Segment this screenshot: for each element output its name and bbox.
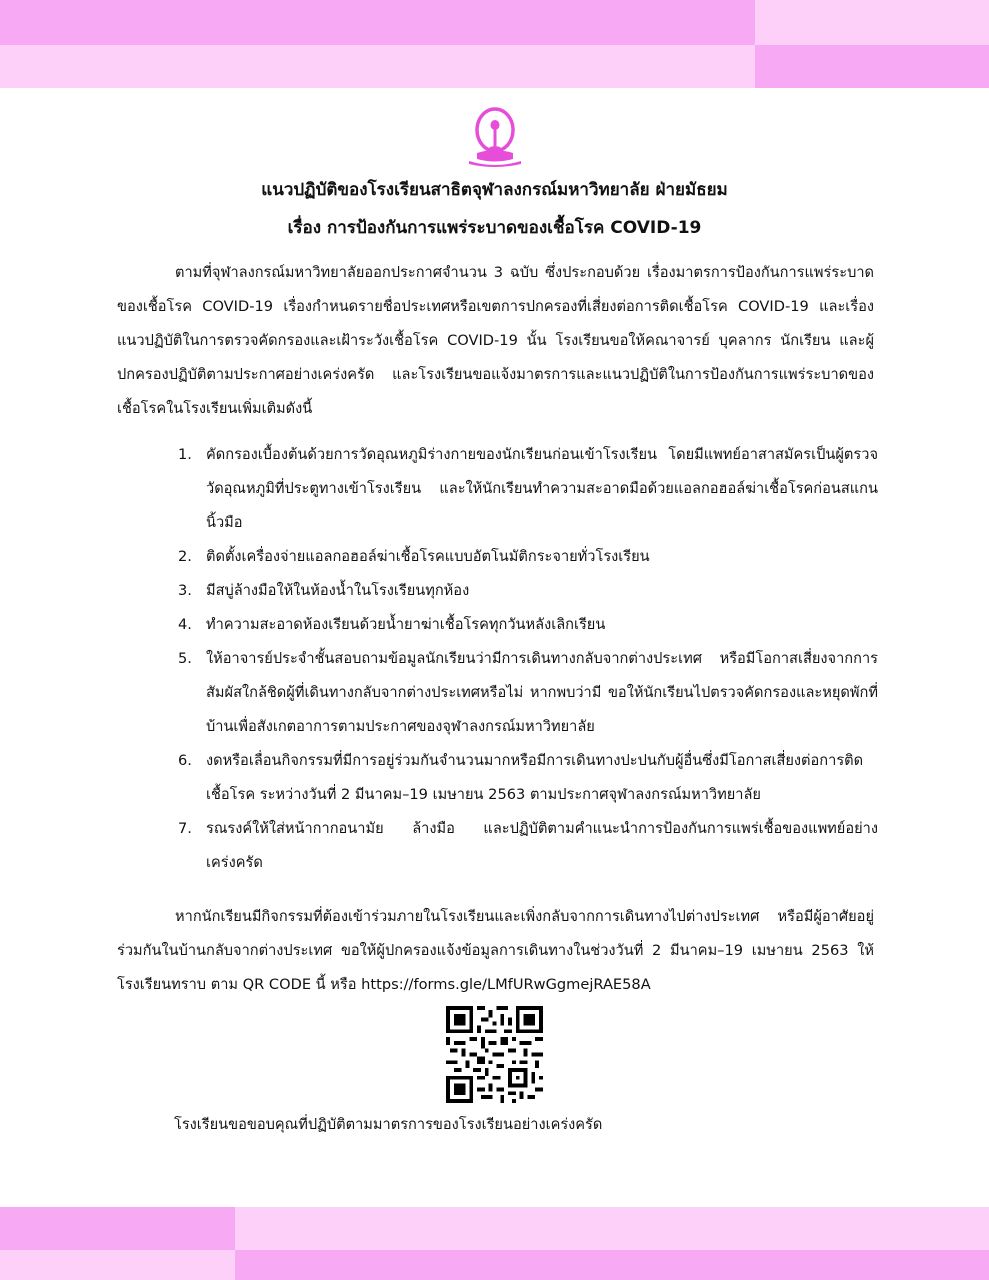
thank-you-note: โรงเรียนขอขอบคุณที่ปฏิบัติตามมาตรการของโรงเรียนอย่างเคร่งครัด — [174, 1116, 603, 1133]
list-item — [178, 608, 878, 642]
list-item-number: 1. — [178, 446, 192, 463]
list-item-number: 6. — [178, 752, 192, 769]
list-item — [178, 642, 878, 744]
qr-code-icon[interactable] — [446, 1006, 543, 1103]
footer-band-light — [235, 1207, 989, 1250]
document-title: แนวปฏิบัติของโรงเรียนสาธิตจุฬาลงกรณ์มหาวิทยาลัย ฝ่ายมัธยม — [261, 180, 728, 200]
footer-band-light-lower — [0, 1250, 235, 1280]
header-band-light — [755, 0, 989, 45]
list-item-text: ทำความสะอาดห้องเรียนด้วยน้ำยาฆ่าเชื้อโรคทุกวันหลังเลิกเรียน — [206, 616, 606, 633]
list-item-text: งดหรือเลื่อนกิจกรรมที่มีการอยู่ร่วมกันจำนวนมากหรือมีการเดินทางปะปนกับผู้อื่นซึ่งมีโอกาสเสี่ยงต่อการติดเชื้อโรค ระหว่างวันที่ 2 มีนาคม–19 เมษายน 2563 ตามประกาศจุฬาลงกรณ์มหาวิทยาลัย — [206, 752, 864, 803]
list-item — [178, 438, 878, 540]
footer-band-dark — [0, 1207, 235, 1250]
header-band-light-lower — [0, 45, 755, 88]
list-item — [178, 812, 878, 880]
document-subject: เรื่อง การป้องกันการแพร่ระบาดของเชื้อโรค COVID-19 — [287, 218, 702, 238]
list-item-text: รณรงค์ให้ใส่หน้ากากอนามัย ล้างมือ และปฏิบัติตามคำแนะนำการป้องกันการแพร่เชื้อของแพทย์อย่างเคร่งครัด — [206, 820, 878, 871]
header-band-dark-lower — [755, 45, 989, 88]
list-item-text: ให้อาจารย์ประจำชั้นสอบถามข้อมูลนักเรียนว่ามีการเดินทางกลับจากต่างประเทศ หรือมีโอกาสเสี่ยงจากการสัมผัสใกล้ชิดผู้ที่เดินทางกลับจากต่างประเทศหรือไม่ หากพบว่ามี ขอให้นักเรียนไปตรวจคัดกรองและหยุดพักที่บ้านเพื่อสังเกตอาการตามประกาศของจุฬาลงกรณ์มหาวิทยาลัย — [206, 650, 878, 735]
list-item-number: 2. — [178, 548, 192, 565]
list-item-number: 4. — [178, 616, 192, 633]
measures-list — [178, 438, 878, 880]
list-item-number: 5. — [178, 650, 192, 667]
list-item-number: 7. — [178, 820, 192, 837]
list-item-text: ติดตั้งเครื่องจ่ายแอลกอฮอล์ฆ่าเชื้อโรคแบบอัตโนมัติกระจายทั่วโรงเรียน — [206, 548, 650, 565]
footer-band-dark-lower — [235, 1250, 989, 1280]
list-item-text: มีสบู่ล้างมือให้ในห้องน้ำในโรงเรียนทุกห้อง — [206, 582, 470, 599]
intro-paragraph: ตามที่จุฬาลงกรณ์มหาวิทยาลัยออกประกาศจำนวน 3 ฉบับ ซึ่งประกอบด้วย เรื่องมาตรการป้องกันการแพร่ระบาดของเชื้อโรค COVID-19 เรื่องกำหนดรายชื่อประเทศหรือเขตการปกครองที่เสี่ยงต่อการติดเชื้อโรค COVID-19 และเรื่องแนวปฏิบัติในการตรวจคัดกรองและเฝ้าระวังเชื้อโรค COVID-19 นั้น โรงเรียนขอให้คณาจารย์ บุคลากร นักเรียน และผู้ปกครองปฏิบัติตามประกาศอย่างเคร่งครัด และโรงเรียนขอแจ้งมาตรการและแนวปฏิบัติในการป้องกันการแพร่ระบาดของเชื้อโรคในโรงเรียนเพิ่มเติมดังนี้ — [117, 264, 874, 417]
header-band-dark — [0, 0, 755, 45]
list-item — [178, 744, 878, 812]
list-item — [178, 540, 878, 574]
list-item-number: 3. — [178, 582, 192, 599]
list-item — [178, 574, 878, 608]
list-item-text: คัดกรองเบื้องต้นด้วยการวัดอุณหภูมิร่างกายของนักเรียนก่อนเข้าโรงเรียน โดยมีแพทย์อาสาสมัครเป็นผู้ตรวจวัดอุณหภูมิที่ประตูทางเข้าโรงเรียน และให้นักเรียนทำความสะอาดมือด้วยแอลกอฮอล์ฆ่าเชื้อโรคก่อนสแกนนิ้วมือ — [206, 446, 878, 531]
closing-paragraph: หากนักเรียนมีกิจกรรมที่ต้องเข้าร่วมภายในโรงเรียนและเพิ่งกลับจากการเดินทางไปต่างประเทศ หรือมีผู้อาศัยอยู่ร่วมกันในบ้านกลับจากต่างประเทศ ขอให้ผู้ปกครองแจ้งข้อมูลการเดินทางในช่วงวันที่ 2 มีนาคม–19 เมษายน 2563 ให้โรงเรียนทราบ ตาม QR CODE นี้ หรือ https://forms.gle/LMfURwGgmejRAE58A — [117, 908, 874, 993]
school-emblem-icon — [465, 103, 525, 167]
